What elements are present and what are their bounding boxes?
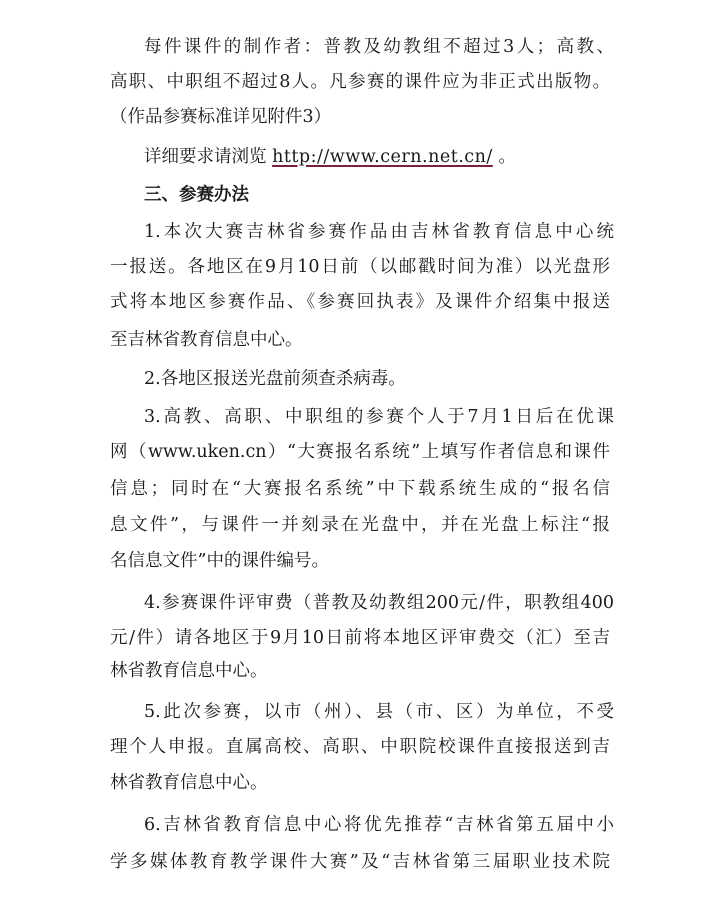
text-line: 式将本地区参赛作品、《参赛回执表》及课件介绍集中报送 [110, 292, 610, 312]
text-line: 理个人申报。直属高校、高职、中职院校课件直接报送到吉 [110, 737, 610, 757]
text-line: 3.高教、高职、中职组的参赛个人于7月1日后在优课 [144, 407, 614, 427]
text-line: 1.本次大赛吉林省参赛作品由吉林省教育信息中心统 [144, 222, 614, 242]
url-prefix-text: 详细要求请浏览 [144, 147, 267, 167]
text-line: 5.此次参赛，以市（州）、县（市、区）为单位，不受 [144, 702, 614, 722]
url-line [144, 142, 614, 172]
text-line: 网（www.uken.cn）“大赛报名系统”上填写作者信息和课件 [110, 442, 610, 462]
cern-url-link[interactable]: http://www.cern.net.cn/ [272, 147, 493, 167]
text-line: 林省教育信息中心。 [110, 661, 268, 681]
text-line: 4.参赛课件评审费（普教及幼教组200元/件，职教组400 [144, 593, 614, 613]
text-line: 名信息文件”中的课件编号。 [110, 551, 329, 571]
text-line: 息文件”，与课件一并刻录在光盘中，并在光盘上标注“报 [110, 515, 610, 535]
text-line: 信息；同时在“大赛报名系统”中下载系统生成的“报名信 [110, 479, 610, 499]
text-line: 2.各地区报送光盘前须查杀病毒。 [144, 369, 406, 389]
text-line: 每件课件的制作者：普教及幼教组不超过3人；高教、 [144, 37, 614, 57]
text-line: 一报送。各地区在9月10日前（以邮戳时间为准）以光盘形 [110, 257, 610, 277]
url-suffix-text: 。 [498, 147, 516, 167]
text-line: 高职、中职组不超过8人。凡参赛的课件应为非正式出版物。 [110, 72, 610, 92]
text-line: 元/件）请各地区于9月10日前将本地区评审费交（汇）至吉 [110, 628, 610, 648]
text-line: 学多媒体教育教学课件大赛”及“吉林省第三届职业技术院 [110, 852, 610, 872]
text-line: 林省教育信息中心。 [110, 773, 268, 793]
text-line: 6.吉林省教育信息中心将优先推荐“吉林省第五届中小 [144, 815, 614, 835]
text-line: 至吉林省教育信息中心。 [110, 330, 303, 350]
text-line: （作品参赛标准详见附件3） [110, 107, 332, 127]
section-heading: 三、参赛办法 [144, 185, 249, 205]
